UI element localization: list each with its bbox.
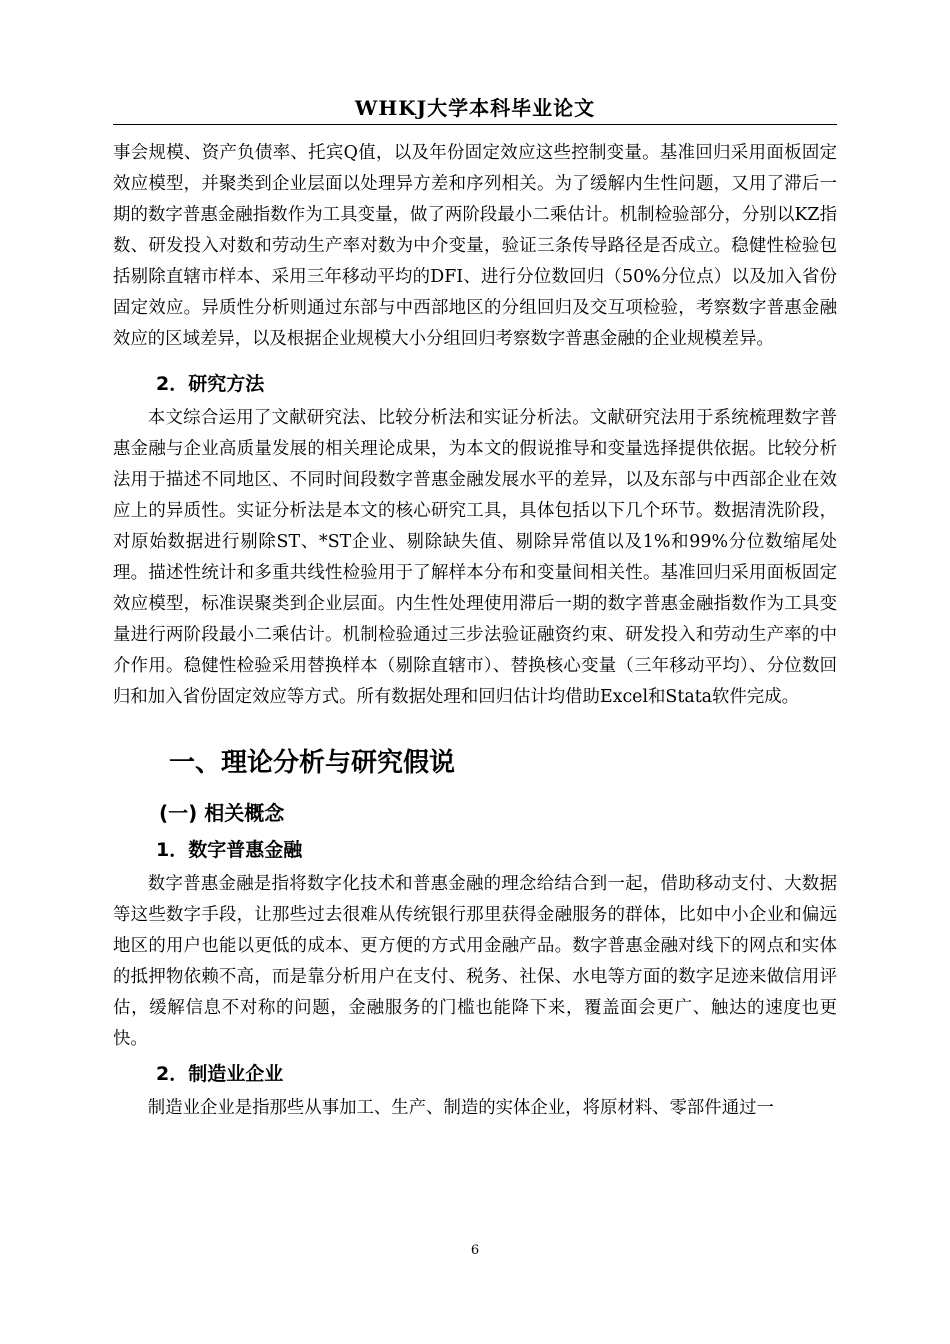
- section-heading: (一) 相关概念: [159, 801, 285, 825]
- running-header: WHKJ大学本科毕业论文: [354, 96, 596, 120]
- chapter-heading: 一、理论分析与研究假说: [169, 748, 456, 778]
- paragraph-controls: 事会规模、资产负债率、托宾Q值，以及年份固定效应这些控制变量。基准回归采用面板固定效应模型，并聚类到企业层面以处理异方差和序列相关。为了缓解内生性问题，又用了滞后一期的数字普惠金融指数作为工具变量，做了两阶段最小二乘估计。机制检验部分，分别以KZ指数、研发投入对数和劳动生产率对数为中介变量，验证三条传导路径是否成立。稳健性检验包括剔除直辖市样本、采用三年移动平均的DFI、进行分位数回归（50%分位点）以及加入省份固定效应。异质性分析则通过东部与中西部地区的分组回归及交互项检验，考察数字普惠金融效应的区域差异，以及根据企业规模大小分组回归考察数字普惠金融的企业规模差异。: [113, 143, 837, 349]
- document-body: [113, 138, 837, 1124]
- paragraph-manufacturing: 制造业企业是指那些从事加工、生产、制造的实体企业，将原材料、零部件通过一: [147, 1098, 774, 1118]
- heading-research-method: 2．研究方法: [156, 373, 265, 395]
- header-rule: [113, 124, 837, 125]
- page-number: 6: [470, 1243, 480, 1258]
- heading-manufacturing: 2．制造业企业: [156, 1063, 284, 1085]
- paragraph-research-method: 本文综合运用了文献研究法、比较分析法和实证分析法。文献研究法用于系统梳理数字普惠金融与企业高质量发展的相关理论成果，为本文的假说推导和变量选择提供依据。比较分析法用于描述不同地区、不同时间段数字普惠金融发展水平的差异，以及东部与中西部企业在效应上的异质性。实证分析法是本文的核心研究工具，具体包括以下几个环节。数据清洗阶段，对原始数据进行剔除ST、*ST企业、剔除缺失值、剔除异常值以及1%和99%分位数缩尾处理。描述性统计和多重共线性检验用于了解样本分布和变量间相关性。基准回归采用面板固定效应模型，标准误聚类到企业层面。内生性处理使用滞后一期的数字普惠金融指数作为工具变量进行两阶段最小二乘估计。机制检验通过三步法验证融资约束、研发投入和劳动生产率的中介作用。稳健性检验采用替换样本（剔除直辖市）、替换核心变量（三年移动平均）、分位数回归和加入省份固定效应等方式。所有数据处理和回归估计均借助Excel和Stata软件完成。: [113, 408, 837, 707]
- heading-dfi: 1．数字普惠金融: [156, 839, 303, 861]
- paragraph-dfi: 数字普惠金融是指将数字化技术和普惠金融的理念给结合到一起，借助移动支付、大数据等这些数字手段，让那些过去很难从传统银行那里获得金融服务的群体，比如中小企业和偏远地区的用户也能以更低的成本、更方便的方式用金融产品。数字普惠金融对线下的网点和实体的抵押物依赖不高，而是靠分析用户在支付、税务、社保、水电等方面的数字足迹来做信用评估，缓解信息不对称的问题，金融服务的门槛也能降下来，覆盖面会更广、触达的速度也更快。: [113, 874, 837, 1049]
